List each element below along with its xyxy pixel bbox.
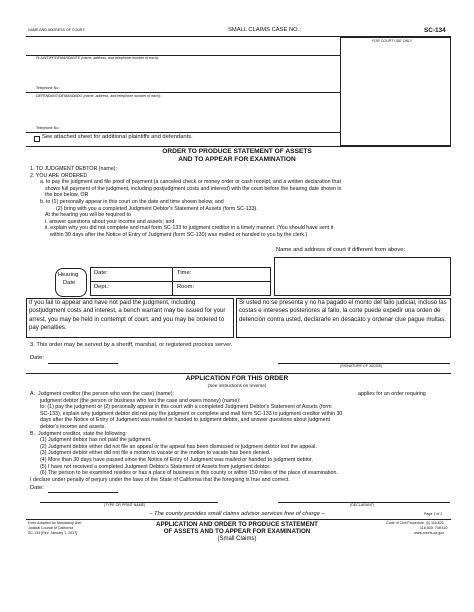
- footer-title-line3: (Small Claims): [217, 536, 257, 542]
- order-title-line2: AND TO APPEAR FOR EXAMINATION: [178, 156, 296, 163]
- order-item-2a-l3: the box below, OR: [45, 192, 89, 199]
- order-item-3: 3. This order may be served by a sheriff, marshal, or registered process server.: [30, 342, 233, 348]
- adopted-line2: Judicial Council of California: [28, 526, 74, 530]
- case-number-line: [224, 36, 341, 37]
- footer-title-line1: APPLICATION AND ORDER TO PRODUCE STATEMENT: [156, 521, 318, 528]
- order-item-1[interactable]: 1. TO JUDGMENT DEBTOR (name):: [30, 166, 118, 172]
- code-line2: 116.830, 708.110: [420, 526, 448, 530]
- item-a-text: Judgment creditor (the person who won the case) (name):: [37, 391, 174, 397]
- application-title: APPLICATION FOR THIS ORDER: [185, 375, 289, 382]
- order-item-2a-l2: shows full payment of the judgment, including postjudgment costs and interest) with the court before the hearing date shown in: [45, 185, 342, 192]
- footer-title-line2: OF ASSETS AND TO APPEAR FOR EXAMINATION: [163, 528, 311, 535]
- order-date-label[interactable]: Date:: [30, 355, 44, 361]
- defendant-label[interactable]: DEFENDANT/DEMANDADO (name, address, and telephone number of each):: [36, 94, 162, 98]
- hearing-label-line1: Hearing: [58, 272, 79, 278]
- judge-signature-caption: (SIGNATURE OF JUDGE): [340, 364, 383, 368]
- case-number-label: SMALL CLAIMS CASE NO.:: [228, 27, 301, 33]
- order-title-line1: ORDER TO PRODUCE STATEMENT OF ASSETS: [162, 148, 312, 155]
- court-name-label: NAME AND ADDRESS OF COURT:: [28, 28, 86, 32]
- application-date-line: [48, 492, 118, 493]
- application-item-b4: (4) More than 30 days have passed since the Notice of Entry of Judgment was mailed or handed to judgment debtor.: [40, 456, 313, 463]
- hearing-grid-split: [172, 267, 173, 296]
- application-item-b5: (5) I have not received a completed Judgment Debtor's Statement of Assets from judgment debtor.: [40, 463, 271, 470]
- item-b-text: Judgment creditor, state the following:: [37, 430, 127, 437]
- printed-name-caption: (TYPE OR PRINT NAME): [104, 503, 146, 507]
- application-item-b: [30, 431, 450, 438]
- attached-divider: [26, 132, 340, 133]
- order-item-2b-l1: b. to (1) personally appear in this court on the date and time shown below, and: [40, 198, 224, 205]
- application-item-b1: (1) Judgment debtor has not paid the judgment.: [40, 437, 152, 444]
- application-item-a-l3: to: (1) pay the judgment or (2) personally appear in this court with a completed Judgment Debtor's Statement of Assets (form: [40, 404, 332, 411]
- hearing-room-label[interactable]: Room:: [177, 284, 195, 290]
- hearing-grid-mid: [90, 281, 271, 282]
- hearing-label-line2: Date: [63, 280, 76, 286]
- order-hearing-i: i. answer questions about your income and assets; and: [45, 218, 175, 225]
- application-item-b6: (6) The person to be examined resides or has a place of business in this county or within 150 miles of the place of examination.: [40, 470, 338, 477]
- order-top-rule: [26, 146, 451, 147]
- courts-website-link[interactable]: www.courts.ca.gov: [414, 531, 444, 535]
- hearing-dept-label[interactable]: Dept.:: [94, 284, 110, 290]
- attached-sheet-label: See attached sheet for additional plaintiffs and defendants.: [42, 134, 193, 140]
- application-item-b2: (2) Judgment debtor either did not file an appeal or the appeal has been dismissed or judgment debtor lost the appeal.: [40, 443, 317, 450]
- warning-spanish: Si usted no se presenta y no ha pagado el monto del fallo judicial, incluso las costas e intereses posteriores al fallo, la corte puede expedir una orden de detención contra usted, declararle en desacato y ordenar clue pague multas.: [239, 299, 447, 323]
- attached-sheet-checkbox[interactable]: [34, 136, 40, 142]
- adopted-line1: Form Adopted for Mandatory Use: [28, 521, 82, 525]
- item-a-marker: A.: [30, 391, 38, 397]
- hearing-date-label[interactable]: Date:: [94, 270, 108, 276]
- court-address-field[interactable]: [274, 257, 451, 296]
- plaintiff-phone-label[interactable]: Telephone No.:: [36, 86, 61, 90]
- advisor-notice: – The county provides small claims advisor services free of charge –: [149, 511, 325, 517]
- order-body: [30, 166, 450, 239]
- application-item-a-l5: days after the Notice of Entry of Judgment was mailed or handed to judgment debtor, and answer questions about judgment: [40, 417, 331, 424]
- application-body: [30, 391, 450, 483]
- hearing-time-label[interactable]: Time:: [177, 270, 192, 276]
- declarant-caption: (DECLARANT): [350, 503, 375, 507]
- application-top-rule: [26, 373, 451, 374]
- application-declaration: I declare under penalty of perjury under the laws of the State of California that the foregoing is true and correct.: [30, 476, 290, 483]
- plaintiff-label[interactable]: PLAINTIFF/DEMANDANTE (name, address, and telephone number of each):: [36, 56, 160, 60]
- application-date-label[interactable]: Date:: [30, 485, 44, 491]
- defendant-divider: [26, 92, 340, 93]
- item-b-marker: B.: [30, 430, 38, 437]
- court-use-label: FOR COURT USE ONLY: [372, 39, 413, 43]
- form-number: SC-134: [424, 27, 446, 34]
- application-subtitle: (See instructions on reverse): [207, 383, 267, 388]
- order-hearing-ii-l2: within 30 days after the Notice of Entry of Judgment (form SC-130) was mailed or handed to you by the clerk.): [50, 231, 308, 238]
- page-number: Page 1 of 2: [424, 512, 443, 516]
- order-at-hearing: At the hearing you will be required to: [45, 212, 131, 219]
- order-date-line: [48, 363, 118, 364]
- footer-rule: [26, 519, 451, 520]
- order-item-2a-l1: a. to pay the judgment and file proof of payment (a canceled check or money order or cash receipt, and a written declaration that: [40, 179, 341, 186]
- code-line1: Code of Civil Procedure, §§ 116.820,: [386, 521, 445, 525]
- order-item-2: 2. YOU ARE ORDERED: [30, 172, 88, 179]
- court-address-label: Name and address of court if different from above:: [276, 247, 406, 253]
- warning-english: If you fail to appear and have not paid the judgment, including postjudgment costs and interest, a bench warrant may be issued for your arrest, you may be held in contempt of court, and you may be ordered to pay penalties.: [29, 299, 226, 332]
- order-item-2b-l2: (2) bring with you a completed Judgment Debtor's Statement of Assets (form SC-133).: [56, 205, 258, 212]
- application-item-a-l6: debtor's income and assets.: [40, 423, 106, 430]
- court-use-box[interactable]: [340, 37, 451, 146]
- adopted-line3: SC-134 [Rev. January 1, 2017]: [28, 531, 78, 535]
- order-hearing-ii-l1: ii. explain why you did not complete and mail form SC-133 to judgment creditor in a timely manner. (You should have sent it: [45, 225, 334, 232]
- defendant-phone-label[interactable]: Telephone No.:: [36, 126, 61, 130]
- applies-for-order-text: applies for an order requiring: [358, 391, 426, 397]
- application-item-a-l4: SC-133), explain why judgment debtor did not pay the judgment or complete and mail form SC-133 to judgment creditor within 30: [40, 410, 343, 417]
- application-item-a-l2[interactable]: judgment debtor (the person or business who lost the case and owes money) (name):: [40, 397, 241, 404]
- application-item-b3: (3) Judgment debtor either did not file a motion to vacate or the motion to vacate has been denied.: [40, 450, 271, 457]
